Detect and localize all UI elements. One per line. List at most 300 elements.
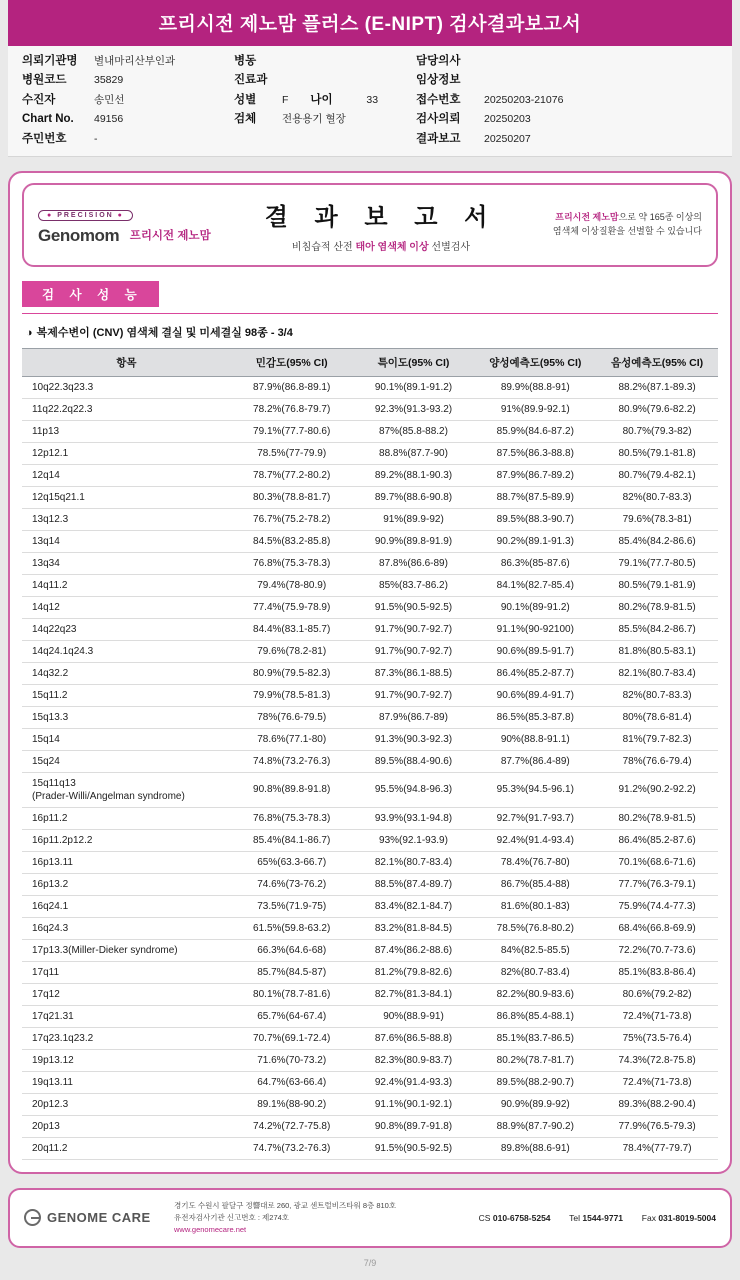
- cell-sensitivity: 79.1%(77.7-80.6): [231, 420, 353, 442]
- info-row-patient-name: [22, 93, 234, 107]
- cell-npv: 89.3%(88.2-90.4): [596, 1093, 718, 1115]
- label-doctor: 담당의사: [416, 55, 461, 67]
- cell-ppv: 90.1%(89-91.2): [474, 596, 596, 618]
- info-row-ward: [234, 54, 416, 68]
- label-age: 나이: [310, 93, 333, 106]
- cell-specificity: 87%(85.8-88.2): [353, 420, 475, 442]
- label-accession-no: 접수번호: [416, 93, 461, 106]
- table-row: [22, 442, 718, 464]
- cell-item: 14q12: [22, 596, 231, 618]
- cell-item: 16p11.2: [22, 807, 231, 829]
- cell-npv: 70.1%(68.6-71.6): [596, 851, 718, 873]
- cell-ppv: 85.1%(83.7-86.5): [474, 1027, 596, 1049]
- report-card: [8, 171, 732, 1174]
- brand-subname: 프리시전 제노맘: [129, 229, 211, 242]
- table-row: [22, 574, 718, 596]
- cell-item: 14q11.2: [22, 574, 231, 596]
- cell-ppv: 89.9%(88.8-91): [474, 376, 596, 398]
- table-row: [22, 851, 718, 873]
- cell-ppv: 92.7%(91.7-93.7): [474, 807, 596, 829]
- cell-sensitivity: 84.5%(83.2-85.8): [231, 530, 353, 552]
- label-chart-no: Chart No.: [22, 113, 74, 126]
- table-row: [22, 939, 718, 961]
- report-subtitle-post: 선별검사: [428, 241, 471, 253]
- address-line-1: 경기도 수원시 팔달구 정響대로 260, 광교 센트럴비즈타워 8층 810호: [174, 1200, 397, 1210]
- cell-item: 20p12.3: [22, 1093, 231, 1115]
- brand-name: Genomom: [38, 225, 120, 245]
- cell-npv: 80.7%(79.3-82): [596, 420, 718, 442]
- cell-sensitivity: 79.6%(78.2-81): [231, 640, 353, 662]
- table-row: [22, 1093, 718, 1115]
- cell-ppv: 86.5%(85.3-87.8): [474, 706, 596, 728]
- cell-specificity: 92.3%(91.3-93.2): [353, 398, 475, 420]
- cell-item: 15q11q13 (Prader-Willi/Angelman syndrome): [22, 772, 231, 807]
- cell-specificity: 87.3%(86.1-88.5): [353, 662, 475, 684]
- table-head: [22, 348, 718, 376]
- cell-npv: 82%(80.7-83.3): [596, 486, 718, 508]
- cell-specificity: 90.1%(89.1-91.2): [353, 376, 475, 398]
- cell-item: 16p11.2p12.2: [22, 829, 231, 851]
- table-row: [22, 640, 718, 662]
- report-note-line2: 염색체 이상질환을 선별할 수 있습니다: [552, 225, 702, 236]
- cell-ppv: 84%(82.5-85.5): [474, 939, 596, 961]
- cell-ppv: 87.9%(86.7-89.2): [474, 464, 596, 486]
- cell-specificity: 88.5%(87.4-89.7): [353, 873, 475, 895]
- cell-sensitivity: 65.7%(64-67.4): [231, 1005, 353, 1027]
- label-patient-name: 수진자: [22, 93, 56, 106]
- cell-item: 10q22.3q23.3: [22, 376, 231, 398]
- cell-specificity: 92.4%(91.4-93.3): [353, 1071, 475, 1093]
- cell-specificity: 93.9%(93.1-94.8): [353, 807, 475, 829]
- info-row-accession-no: [416, 93, 718, 107]
- tel-value: 1544-9771: [582, 1212, 624, 1223]
- brand-block: [38, 204, 238, 246]
- cell-specificity: 91.7%(90.7-92.7): [353, 618, 475, 640]
- cell-specificity: 93%(92.1-93.9): [353, 829, 475, 851]
- cell-sensitivity: 71.6%(70-73.2): [231, 1049, 353, 1071]
- cell-sensitivity: 87.9%(86.8-89.1): [231, 376, 353, 398]
- cell-item: 14q24.1q24.3: [22, 640, 231, 662]
- cell-ppv: 88.9%(87.7-90.2): [474, 1115, 596, 1137]
- report-subtitle-pre: 비침습적 산전: [291, 241, 356, 253]
- cell-npv: 79.1%(77.7-80.5): [596, 552, 718, 574]
- cell-item: 16p13.11: [22, 851, 231, 873]
- cell-sensitivity: 78.7%(77.2-80.2): [231, 464, 353, 486]
- cell-sensitivity: 79.9%(78.5-81.3): [231, 684, 353, 706]
- label-institution: 의뢰기관명: [22, 55, 78, 67]
- cell-ppv: 87.5%(86.3-88.8): [474, 442, 596, 464]
- table-row: [22, 420, 718, 442]
- cell-sensitivity: 78.5%(77-79.9): [231, 442, 353, 464]
- table-row: [22, 1137, 718, 1159]
- cell-npv: 80.5%(79.1-81.9): [596, 574, 718, 596]
- cell-specificity: 91.7%(90.7-92.7): [353, 684, 475, 706]
- cell-specificity: 91.7%(90.7-92.7): [353, 640, 475, 662]
- cell-npv: 80.2%(78.9-81.5): [596, 596, 718, 618]
- cell-npv: 80.6%(79.2-82): [596, 983, 718, 1005]
- precision-badge-label: PRECISION: [57, 211, 114, 219]
- cell-npv: 85.1%(83.8-86.4): [596, 961, 718, 983]
- cell-specificity: 89.7%(88.6-90.8): [353, 486, 475, 508]
- website-link[interactable]: www.genomecare.net: [174, 1224, 247, 1234]
- cell-sensitivity: 74.2%(72.7-75.8): [231, 1115, 353, 1137]
- cell-npv: 80%(78.6-81.4): [596, 706, 718, 728]
- table-row: [22, 772, 718, 807]
- cell-sensitivity: 78.2%(76.8-79.7): [231, 398, 353, 420]
- info-row-doctor: [416, 54, 718, 68]
- cell-npv: 68.4%(66.8-69.9): [596, 917, 718, 939]
- cell-specificity: 87.8%(86.6-89): [353, 552, 475, 574]
- cell-item: 13q34: [22, 552, 231, 574]
- cell-ppv: 82.2%(80.9-83.6): [474, 983, 596, 1005]
- cell-ppv: 90.6%(89.4-91.7): [474, 684, 596, 706]
- cell-npv: 91.2%(90.2-92.2): [596, 772, 718, 807]
- table-row: [22, 895, 718, 917]
- genome-care-mark-icon: [24, 1209, 41, 1226]
- cell-ppv: 78.5%(76.8-80.2): [474, 917, 596, 939]
- table-row: [22, 1049, 718, 1071]
- cell-ppv: 89.8%(88.6-91): [474, 1137, 596, 1159]
- cell-sensitivity: 64.7%(63-66.4): [231, 1071, 353, 1093]
- label-department: 진료과: [234, 74, 268, 87]
- label-hospital-code: 병원코드: [22, 74, 67, 87]
- page-title: 프리시전 제노맘 플러스 (E-NIPT) 검사결과보고서: [8, 0, 732, 46]
- info-row-institution: [22, 54, 234, 68]
- cs-label: CS: [478, 1212, 491, 1223]
- cell-ppv: 86.3%(85-87.6): [474, 552, 596, 574]
- cell-sensitivity: 78%(76.6-79.5): [231, 706, 353, 728]
- cell-ppv: 78.4%(76.7-80): [474, 851, 596, 873]
- cell-npv: 72.2%(70.7-73.6): [596, 939, 718, 961]
- table-row: [22, 983, 718, 1005]
- cell-npv: 75.9%(74.4-77.3): [596, 895, 718, 917]
- value-accession-no: 20250203-21076: [484, 93, 564, 106]
- cell-npv: 78%(76.6-79.4): [596, 750, 718, 772]
- cnv-performance-table: [22, 348, 718, 1160]
- cell-ppv: 88.7%(87.5-89.9): [474, 486, 596, 508]
- info-row-clinical-info: [416, 73, 718, 87]
- cell-ppv: 85.9%(84.6-87.2): [474, 420, 596, 442]
- col-item: 항목: [22, 348, 231, 376]
- cell-ppv: 81.6%(80.1-83): [474, 895, 596, 917]
- cell-npv: 80.5%(79.1-81.8): [596, 442, 718, 464]
- cell-sensitivity: 65%(63.3-66.7): [231, 851, 353, 873]
- cell-sensitivity: 70.7%(69.1-72.4): [231, 1027, 353, 1049]
- cell-sensitivity: 80.9%(79.5-82.3): [231, 662, 353, 684]
- table-row: [22, 618, 718, 640]
- badge-dot-left: ●: [47, 211, 54, 219]
- subsection-title: [26, 324, 718, 340]
- cell-npv: 88.2%(87.1-89.3): [596, 376, 718, 398]
- info-row-request-date: [416, 112, 718, 126]
- cell-sensitivity: 76.8%(75.3-78.3): [231, 807, 353, 829]
- cell-item: 17q21.31: [22, 1005, 231, 1027]
- cell-item: 14q22q23: [22, 618, 231, 640]
- cell-item: 12q15q21.1: [22, 486, 231, 508]
- label-sex: 성별: [234, 93, 257, 106]
- cell-item: 16q24.3: [22, 917, 231, 939]
- cell-item: 11q22.2q22.3: [22, 398, 231, 420]
- cell-item: 16p13.2: [22, 873, 231, 895]
- patient-info-col-1: [22, 54, 234, 146]
- table-row: [22, 684, 718, 706]
- col-specificity: 특이도(95% CI): [353, 348, 475, 376]
- value-patient-name: 송민선: [94, 93, 125, 106]
- cell-sensitivity: 61.5%(59.8-63.2): [231, 917, 353, 939]
- cell-sensitivity: 74.6%(73-76.2): [231, 873, 353, 895]
- label-specimen: 검체: [234, 113, 257, 126]
- table-row: [22, 530, 718, 552]
- report-note: [524, 211, 702, 238]
- cell-sensitivity: 66.3%(64.6-68): [231, 939, 353, 961]
- cell-specificity: 81.2%(79.8-82.6): [353, 961, 475, 983]
- value-request-date: 20250203: [484, 113, 531, 126]
- cell-specificity: 82.7%(81.3-84.1): [353, 983, 475, 1005]
- table-row: [22, 706, 718, 728]
- cell-item: 12p12.1: [22, 442, 231, 464]
- table-row: [22, 873, 718, 895]
- cell-item: 19p13.12: [22, 1049, 231, 1071]
- cell-specificity: 88.8%(87.7-90): [353, 442, 475, 464]
- cell-specificity: 91.5%(90.5-92.5): [353, 596, 475, 618]
- value-chart-no: 49156: [94, 113, 124, 126]
- cell-npv: 79.6%(78.3-81): [596, 508, 718, 530]
- report-header-block: [22, 183, 718, 267]
- cell-item: 17q11: [22, 961, 231, 983]
- table-row: [22, 398, 718, 420]
- label-clinical-info: 임상정보: [416, 74, 461, 87]
- footer-address: [174, 1200, 479, 1236]
- cell-sensitivity: 90.8%(89.8-91.8): [231, 772, 353, 807]
- cell-item: 16q24.1: [22, 895, 231, 917]
- cell-item: 20q11.2: [22, 1137, 231, 1159]
- cell-item: 15q24: [22, 750, 231, 772]
- value-ssn: -: [94, 132, 98, 145]
- cell-ppv: 90.9%(89.9-92): [474, 1093, 596, 1115]
- table-row: [22, 464, 718, 486]
- cell-item: 11p13: [22, 420, 231, 442]
- cs-value: 010-6758-5254: [492, 1212, 551, 1223]
- cell-sensitivity: 85.4%(84.1-86.7): [231, 829, 353, 851]
- cell-npv: 81%(79.7-82.3): [596, 728, 718, 750]
- cell-sensitivity: 80.3%(78.8-81.7): [231, 486, 353, 508]
- cell-specificity: 91.3%(90.3-92.3): [353, 728, 475, 750]
- page-number: 7/9: [363, 1257, 377, 1268]
- table-header-row: [22, 348, 718, 376]
- label-ssn: 주민번호: [22, 132, 67, 145]
- footer-block: [8, 1188, 732, 1248]
- cell-npv: 86.4%(85.2-87.6): [596, 829, 718, 851]
- cell-ppv: 86.4%(85.2-87.7): [474, 662, 596, 684]
- value-specimen: 전용용기 혈장: [282, 113, 346, 126]
- info-row-report-date: [416, 132, 718, 146]
- precision-badge: [38, 210, 133, 221]
- cell-item: 15q11.2: [22, 684, 231, 706]
- report-note-line1: [524, 211, 702, 225]
- table-row: [22, 807, 718, 829]
- report-subtitle: [238, 238, 524, 253]
- cell-ppv: 91.1%(90-92100): [474, 618, 596, 640]
- cell-ppv: 92.4%(91.4-93.4): [474, 829, 596, 851]
- cell-npv: 85.4%(84.2-86.6): [596, 530, 718, 552]
- cell-item: 13q12.3: [22, 508, 231, 530]
- cell-ppv: 82%(80.7-83.4): [474, 961, 596, 983]
- cell-npv: 77.9%(76.5-79.3): [596, 1115, 718, 1137]
- table-row: [22, 1115, 718, 1137]
- cell-ppv: 89.5%(88.3-90.7): [474, 508, 596, 530]
- table-body: [22, 376, 718, 1159]
- cell-npv: 77.7%(76.3-79.1): [596, 873, 718, 895]
- cell-specificity: 82.3%(80.9-83.7): [353, 1049, 475, 1071]
- address-line-2: 유전자검사기관 신고번호 : 제274호: [174, 1212, 290, 1222]
- report-note-line1-rest: 으로 약 165종 이상의: [618, 212, 702, 223]
- cell-specificity: 90.8%(89.7-91.8): [353, 1115, 475, 1137]
- cell-specificity: 89.5%(88.4-90.6): [353, 750, 475, 772]
- table-row: [22, 1005, 718, 1027]
- cell-specificity: 91.5%(90.5-92.5): [353, 1137, 475, 1159]
- value-report-date: 20250207: [484, 132, 531, 145]
- cell-ppv: 86.7%(85.4-88): [474, 873, 596, 895]
- cell-sensitivity: 78.6%(77.1-80): [231, 728, 353, 750]
- cell-specificity: 89.2%(88.1-90.3): [353, 464, 475, 486]
- table-row: [22, 552, 718, 574]
- table-row: [22, 376, 718, 398]
- cell-sensitivity: 80.1%(78.7-81.6): [231, 983, 353, 1005]
- bullet-icon: ◑: [26, 326, 33, 339]
- cell-item: 19q13.11: [22, 1071, 231, 1093]
- cell-specificity: 87.9%(86.7-89): [353, 706, 475, 728]
- info-row-sex-age: [234, 93, 416, 107]
- cell-item: 17q12: [22, 983, 231, 1005]
- tel-label: Tel: [569, 1212, 580, 1223]
- cell-specificity: 87.4%(86.2-88.6): [353, 939, 475, 961]
- info-row-hospital-code: [22, 73, 234, 87]
- cell-item: 12q14: [22, 464, 231, 486]
- cell-ppv: 84.1%(82.7-85.4): [474, 574, 596, 596]
- genome-care-logo: [24, 1209, 174, 1226]
- cell-sensitivity: 76.8%(75.3-78.3): [231, 552, 353, 574]
- cell-specificity: 82.1%(80.7-83.4): [353, 851, 475, 873]
- table-row: [22, 728, 718, 750]
- cell-item: 20p13: [22, 1115, 231, 1137]
- cell-specificity: 85%(83.7-86.2): [353, 574, 475, 596]
- cell-ppv: 95.3%(94.5-96.1): [474, 772, 596, 807]
- badge-dot-right: ●: [117, 211, 124, 219]
- cell-npv: 74.3%(72.8-75.8): [596, 1049, 718, 1071]
- cell-item: 15q14: [22, 728, 231, 750]
- table-row: [22, 596, 718, 618]
- cell-npv: 72.4%(71-73.8): [596, 1071, 718, 1093]
- label-ward: 병동: [234, 55, 257, 67]
- table-row: [22, 917, 718, 939]
- value-age: 33: [366, 93, 379, 106]
- fax-value: 031-8019-5004: [658, 1212, 716, 1223]
- table-row: [22, 508, 718, 530]
- cell-sensitivity: 85.7%(84.5-87): [231, 961, 353, 983]
- cell-specificity: 91.1%(90.1-92.1): [353, 1093, 475, 1115]
- cell-npv: 80.9%(79.6-82.2): [596, 398, 718, 420]
- patient-info-col-2: [234, 54, 416, 146]
- section-title-wrap: [22, 281, 718, 307]
- table-row: [22, 486, 718, 508]
- genome-care-logo-text: GENOME CARE: [47, 1210, 151, 1226]
- table-row: [22, 750, 718, 772]
- cell-item: 17q23.1q23.2: [22, 1027, 231, 1049]
- cell-sensitivity: 74.7%(73.2-76.3): [231, 1137, 353, 1159]
- cell-specificity: 91%(89.9-92): [353, 508, 475, 530]
- report-note-brand: 프리시전 제노맘: [555, 212, 619, 223]
- table-row: [22, 1027, 718, 1049]
- report-title-block: [238, 197, 524, 253]
- footer-contacts: [479, 1213, 716, 1223]
- cell-specificity: 87.6%(86.5-88.8): [353, 1027, 475, 1049]
- cell-specificity: 83.2%(81.8-84.5): [353, 917, 475, 939]
- cell-ppv: 90.2%(89.1-91.3): [474, 530, 596, 552]
- cell-sensitivity: 77.4%(75.9-78.9): [231, 596, 353, 618]
- cell-npv: 80.2%(78.9-81.5): [596, 807, 718, 829]
- fax-label: Fax: [641, 1212, 656, 1223]
- cell-item: 13q14: [22, 530, 231, 552]
- cell-sensitivity: 74.8%(73.2-76.3): [231, 750, 353, 772]
- cell-sensitivity: 73.5%(71.9-75): [231, 895, 353, 917]
- cell-npv: 75%(73.5-76.4): [596, 1027, 718, 1049]
- cell-specificity: 95.5%(94.8-96.3): [353, 772, 475, 807]
- cell-ppv: 91%(89.9-92.1): [474, 398, 596, 420]
- info-row-chart-no: [22, 112, 234, 126]
- cell-specificity: 83.4%(82.1-84.7): [353, 895, 475, 917]
- cell-item: 17p13.3(Miller-Dieker syndrome): [22, 939, 231, 961]
- section-title: 검 사 성 능: [22, 281, 159, 307]
- cell-item-note: (Prader-Willi/Angelman syndrome): [32, 790, 185, 802]
- value-sex: F: [282, 93, 289, 106]
- cell-ppv: 89.5%(88.2-90.7): [474, 1071, 596, 1093]
- cell-ppv: 86.8%(85.4-88.1): [474, 1005, 596, 1027]
- cell-sensitivity: 79.4%(78-80.9): [231, 574, 353, 596]
- label-request-date: 검사의뢰: [416, 113, 461, 126]
- table-row: [22, 961, 718, 983]
- brand-name-row: [38, 226, 238, 246]
- info-row-specimen: [234, 112, 416, 126]
- cell-npv: 78.4%(77-79.7): [596, 1137, 718, 1159]
- col-ppv: 양성예측도(95% CI): [474, 348, 596, 376]
- table-row: [22, 1071, 718, 1093]
- cell-sensitivity: 76.7%(75.2-78.2): [231, 508, 353, 530]
- section-divider: [22, 313, 718, 314]
- subsection-label: 복제수변이 (CNV) 염색체 결실 및 미세결실 98종 - 3/4: [36, 326, 293, 339]
- report-subtitle-highlight: 태아 염색체 이상: [355, 241, 429, 253]
- cell-specificity: 90%(88.9-91): [353, 1005, 475, 1027]
- patient-info-col-3: [416, 54, 718, 146]
- cell-ppv: 80.2%(78.7-81.7): [474, 1049, 596, 1071]
- cell-npv: 72.4%(71-73.8): [596, 1005, 718, 1027]
- cell-npv: 82%(80.7-83.3): [596, 684, 718, 706]
- report-title: 결 과 보 고 서: [264, 203, 498, 231]
- table-row: [22, 829, 718, 851]
- label-report-date: 결과보고: [416, 132, 461, 145]
- cell-npv: 85.5%(84.2-86.7): [596, 618, 718, 640]
- col-sensitivity: 민감도(95% CI): [231, 348, 353, 376]
- patient-info: [8, 46, 732, 157]
- cell-item: 15q13.3: [22, 706, 231, 728]
- info-row-ssn: [22, 132, 234, 146]
- value-institution: 별내마리산부인과: [94, 55, 176, 67]
- cell-npv: 81.8%(80.5-83.1): [596, 640, 718, 662]
- cell-item: 14q32.2: [22, 662, 231, 684]
- value-hospital-code: 35829: [94, 74, 124, 87]
- cell-npv: 82.1%(80.7-83.4): [596, 662, 718, 684]
- info-row-department: [234, 73, 416, 87]
- table-row: [22, 662, 718, 684]
